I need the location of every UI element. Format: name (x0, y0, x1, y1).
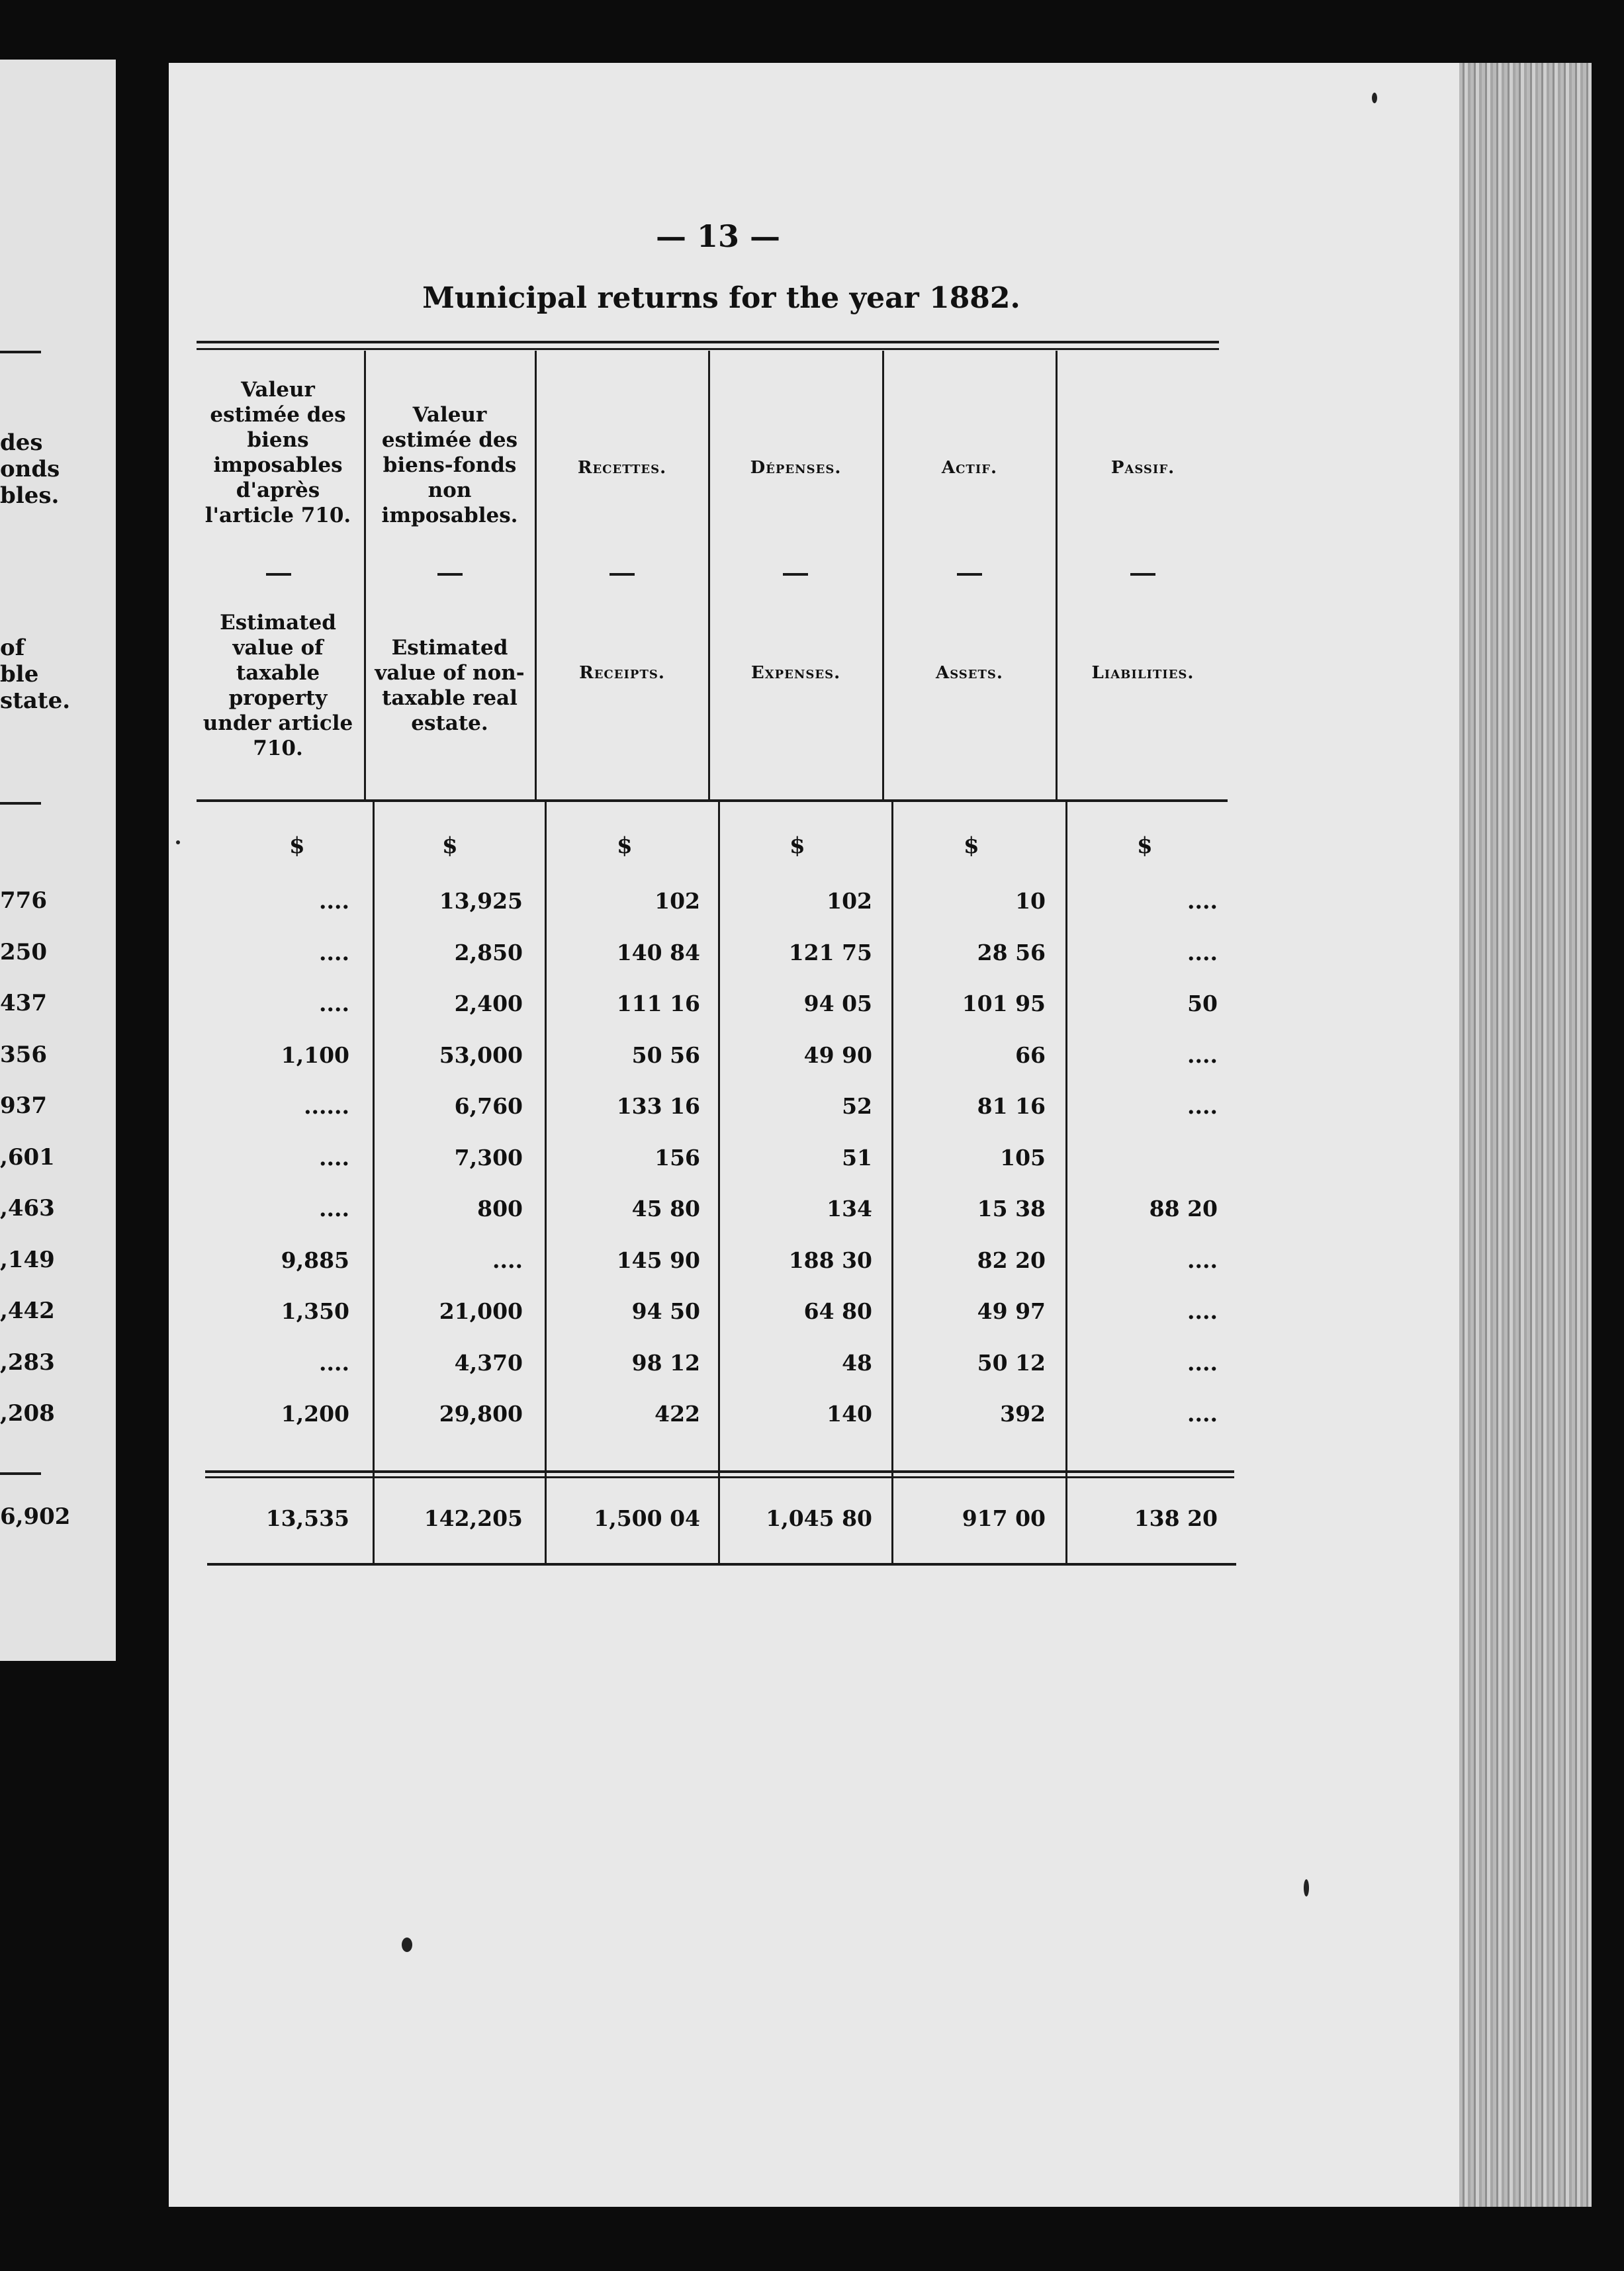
header-rule (197, 799, 1228, 802)
column-header-en: Receipts. (579, 663, 665, 683)
table-cell: 94 50 (631, 1298, 700, 1324)
table-cell: 94 05 (803, 991, 872, 1016)
table-cell: 2,850 (454, 940, 523, 965)
table-cell: .... (1187, 1247, 1218, 1273)
table-cell: 102 (654, 888, 700, 914)
table-cell: 49 90 (803, 1042, 872, 1068)
document-page (169, 63, 1466, 2207)
scan-speck (1304, 1879, 1309, 1896)
table-cell: 140 84 (616, 940, 700, 965)
table-cell: 145 90 (616, 1247, 700, 1273)
column-separator (718, 802, 720, 1563)
column-header-fr: Actif. (941, 458, 998, 478)
left-header-fragment: bles. (0, 482, 60, 509)
total-cell: 13,535 (265, 1505, 349, 1531)
table-cell: .... (319, 1350, 349, 1376)
column-header-en: Liabilities. (1091, 663, 1195, 683)
column-header-fr: Valeur estimée des biens imposables d'après l'article 710. (204, 378, 351, 527)
page-edge-shadow (1459, 63, 1592, 2207)
left-header-fragment: onds (0, 456, 60, 482)
column-header-fr: Dépenses. (750, 458, 842, 478)
table-cell: 28 56 (977, 940, 1046, 965)
header-dash (957, 573, 982, 576)
table-cell: 51 (842, 1145, 872, 1171)
left-header-fragment: ble (0, 661, 39, 688)
column-header-en: Expenses. (750, 663, 841, 683)
table-cell: 1,200 (281, 1401, 349, 1427)
left-header-fragment: of (0, 635, 25, 661)
table-cell: 53,000 (439, 1042, 523, 1068)
table-cell: 64 80 (803, 1298, 872, 1324)
table-cell: 105 (1000, 1145, 1046, 1171)
left-row-fragment: ,208 (0, 1400, 55, 1427)
table-cell: 6,760 (454, 1093, 523, 1119)
table-cell: 392 (1000, 1401, 1046, 1427)
table-cell: .... (319, 940, 349, 965)
table-cell: 140 (827, 1401, 872, 1427)
left-header-fragment: state. (0, 688, 71, 714)
table-cell: 156 (654, 1145, 700, 1171)
scan-speck (176, 840, 180, 844)
table-cell: 21,000 (439, 1298, 523, 1324)
top-rule-inner (197, 348, 1219, 350)
table-cell: 48 (842, 1350, 872, 1376)
table-cell: 50 56 (631, 1042, 700, 1068)
left-row-fragment: ,601 (0, 1144, 55, 1171)
column-header-en: Estimated value of non-taxable real estate. (375, 636, 525, 735)
table-cell: 10 (1015, 888, 1046, 914)
table-cell: .... (1187, 1350, 1218, 1376)
page-number: — 13 — (655, 218, 781, 254)
table-cell: 49 97 (977, 1298, 1046, 1324)
table-cell: 29,800 (439, 1401, 523, 1427)
table-cell: 88 20 (1149, 1196, 1218, 1222)
table-cell: 422 (654, 1401, 700, 1427)
unit-marker: $ (1137, 832, 1153, 859)
table-cell: 9,885 (281, 1247, 349, 1273)
header-dash (1130, 573, 1155, 576)
header-dash (609, 573, 635, 576)
unit-marker: $ (617, 832, 633, 859)
column-separator (1065, 802, 1067, 1563)
header-dash (783, 573, 808, 576)
table-cell: .... (1187, 1093, 1218, 1119)
table-cell: .... (319, 1196, 349, 1222)
column-separator (545, 802, 547, 1563)
left-total-rule (0, 1472, 41, 1475)
table-cell: .... (1187, 888, 1218, 914)
left-page-fragment (0, 60, 116, 1661)
total-rule-inner (205, 1476, 1234, 1478)
column-separator (535, 351, 537, 801)
left-total-fragment: 6,902 (0, 1503, 71, 1530)
column-separator (373, 802, 375, 1563)
page-title: Municipal returns for the year 1882. (422, 281, 1020, 315)
table-cell: 800 (477, 1196, 523, 1222)
table-cell: ...... (304, 1093, 349, 1119)
table-cell: 45 80 (631, 1196, 700, 1222)
unit-marker: $ (964, 832, 979, 859)
left-row-fragment: ,149 (0, 1247, 55, 1273)
column-header-en: Assets. (936, 663, 1003, 683)
top-rule (197, 341, 1219, 343)
column-header-fr: Valeur estimée des biens-fonds non imposables. (381, 403, 518, 527)
table-cell: 188 30 (788, 1247, 872, 1273)
total-cell: 917 00 (962, 1505, 1046, 1531)
table-cell: .... (319, 888, 349, 914)
table-cell: .... (492, 1247, 523, 1273)
total-cell: 142,205 (424, 1505, 523, 1531)
header-dash (437, 573, 463, 576)
table-cell: .... (1187, 1298, 1218, 1324)
total-rule (205, 1470, 1234, 1473)
table-cell: 66 (1015, 1042, 1046, 1068)
column-header-fr: Recettes. (577, 458, 667, 478)
header-dash (266, 573, 291, 576)
table-cell: 98 12 (631, 1350, 700, 1376)
table-cell: 15 38 (977, 1196, 1046, 1222)
table-cell: 101 95 (962, 991, 1046, 1016)
table-cell: .... (319, 1145, 349, 1171)
scan-speck (1372, 93, 1377, 103)
unit-marker: $ (289, 832, 305, 859)
total-cell: 1,045 80 (766, 1505, 872, 1531)
left-row-fragment: 776 (0, 887, 47, 914)
scan-speck (402, 1937, 412, 1952)
table-cell: 134 (827, 1196, 872, 1222)
table-cell: 52 (842, 1093, 872, 1119)
column-separator (708, 351, 710, 801)
column-header-en: Estimated value of taxable property under article 710. (203, 611, 353, 760)
table-cell: 1,350 (281, 1298, 349, 1324)
left-row-fragment: ,283 (0, 1349, 55, 1376)
table-cell: 50 12 (977, 1350, 1046, 1376)
left-row-fragment: 937 (0, 1092, 47, 1119)
table-cell: 81 16 (977, 1093, 1046, 1119)
column-header-fr: Passif. (1110, 458, 1175, 478)
table-cell: 7,300 (454, 1145, 523, 1171)
table-cell: 133 16 (616, 1093, 700, 1119)
unit-marker: $ (789, 832, 805, 859)
bottom-rule (207, 1563, 1236, 1566)
total-cell: 138 20 (1134, 1505, 1218, 1531)
total-cell: 1,500 04 (594, 1505, 700, 1531)
left-header-fragment: des (0, 429, 43, 456)
left-header-rule (0, 351, 41, 353)
left-row-fragment: 437 (0, 990, 47, 1016)
table-cell: 111 16 (616, 991, 700, 1016)
table-cell: 13,925 (439, 888, 523, 914)
table-cell: .... (1187, 1042, 1218, 1068)
left-row-fragment: ,463 (0, 1195, 55, 1222)
table-cell: .... (319, 991, 349, 1016)
left-row-fragment: ,442 (0, 1298, 55, 1324)
table-cell: 82 20 (977, 1247, 1046, 1273)
table-cell: .... (1187, 940, 1218, 965)
table-cell: 102 (827, 888, 872, 914)
table-cell: 1,100 (281, 1042, 349, 1068)
unit-marker: $ (442, 832, 458, 859)
column-separator (891, 802, 893, 1563)
table-cell: 4,370 (454, 1350, 523, 1376)
table-cell: 2,400 (454, 991, 523, 1016)
column-separator (882, 351, 884, 801)
left-row-fragment: 250 (0, 939, 47, 965)
table-cell: .... (1187, 1401, 1218, 1427)
table-cell: 121 75 (788, 940, 872, 965)
left-table-rule (0, 802, 41, 805)
column-separator (1056, 351, 1058, 801)
table-cell: 50 (1187, 991, 1218, 1016)
left-row-fragment: 356 (0, 1042, 47, 1068)
